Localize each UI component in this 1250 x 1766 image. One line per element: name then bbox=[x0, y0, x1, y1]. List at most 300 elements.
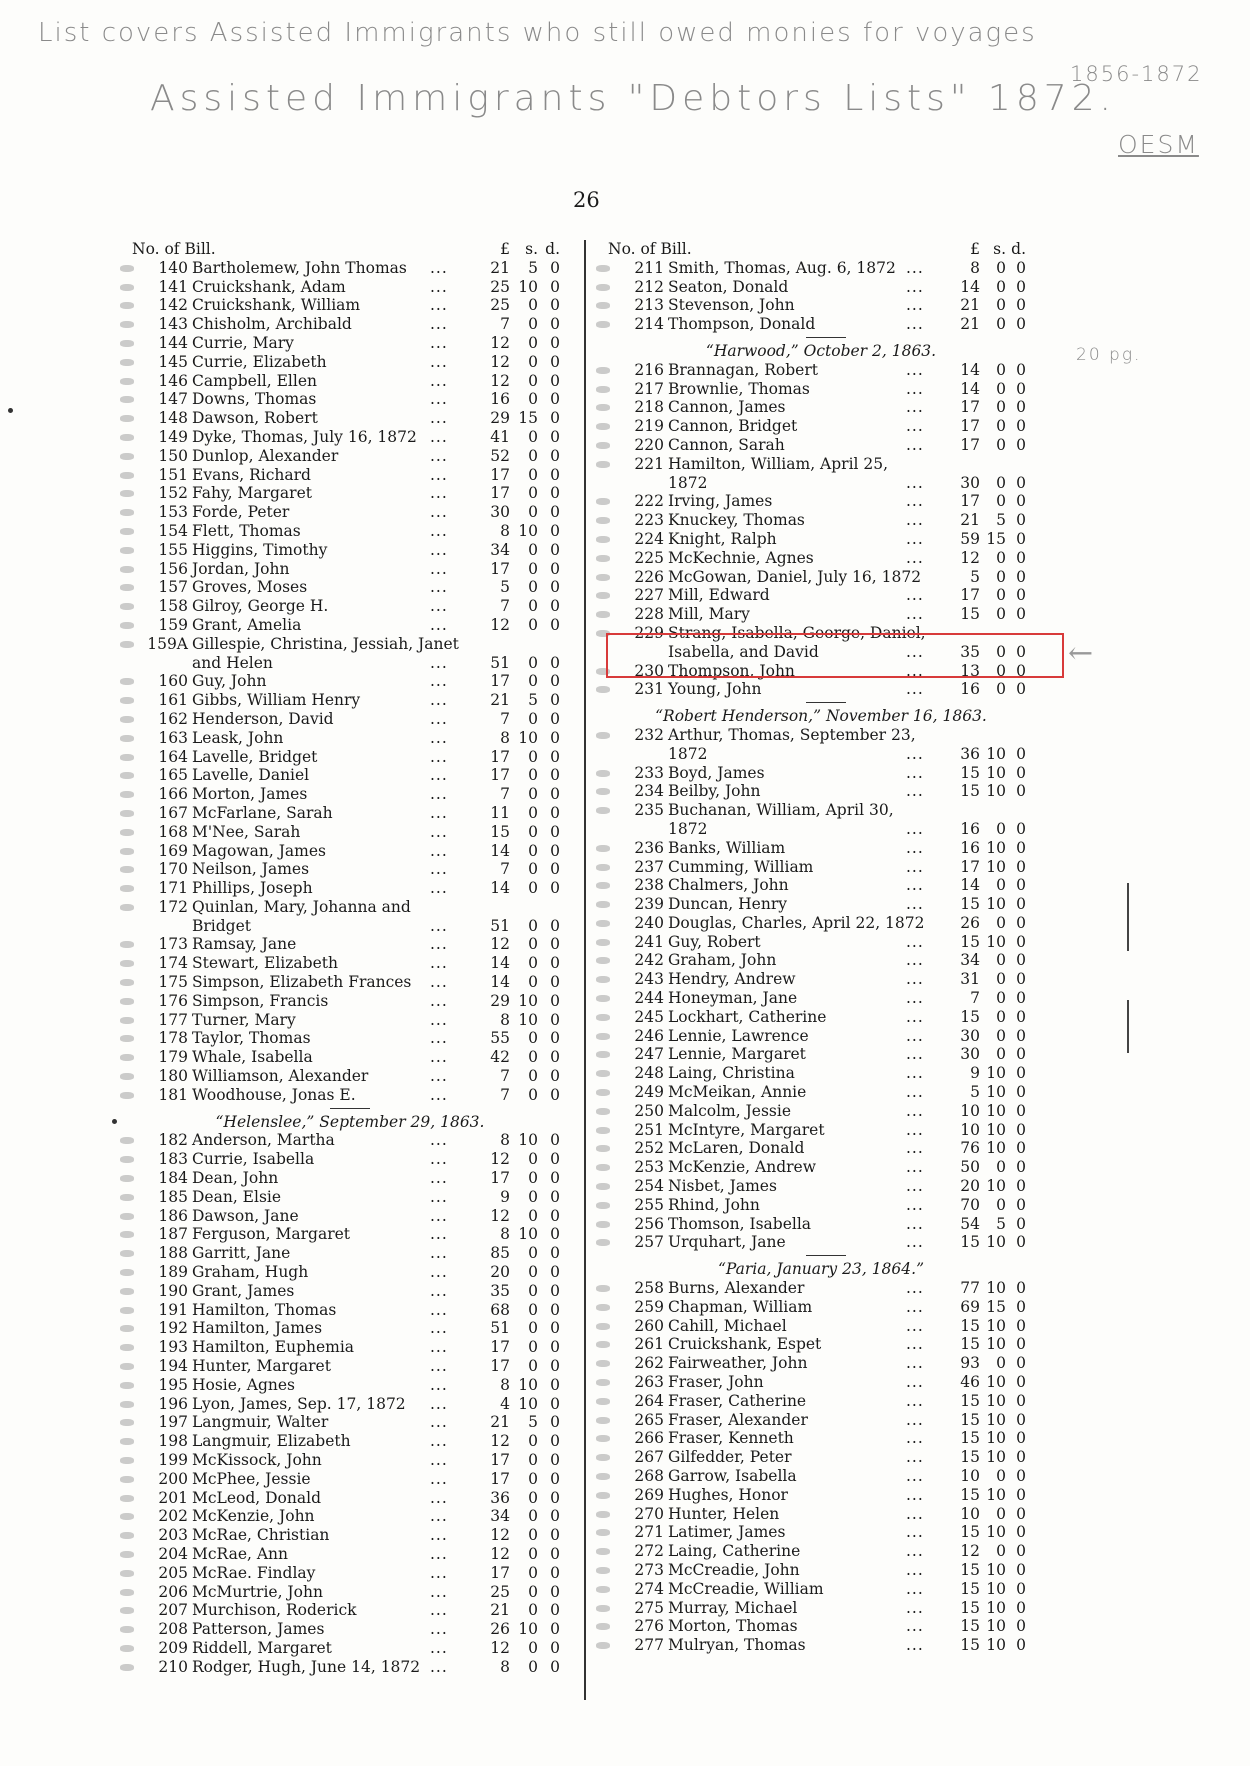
shillings-header: s. bbox=[525, 240, 538, 258]
table-row bbox=[606, 1411, 1036, 1430]
bill-number: 152 bbox=[158, 484, 188, 503]
ink-smudge bbox=[596, 1183, 610, 1190]
pounds-value: 50 bbox=[960, 1158, 980, 1177]
debtor-name: Taylor, Thomas bbox=[192, 1029, 311, 1048]
debtor-name: Hunter, Helen bbox=[668, 1504, 780, 1523]
ink-smudge bbox=[596, 367, 610, 374]
pounds-value: 15 bbox=[960, 782, 980, 801]
debtor-name: Higgins, Timothy bbox=[192, 540, 328, 559]
bill-number: 219 bbox=[634, 417, 664, 436]
bill-number: 243 bbox=[634, 970, 664, 989]
pounds-value: 41 bbox=[490, 427, 510, 446]
bill-number: 150 bbox=[158, 446, 188, 465]
bill-number: 198 bbox=[158, 1432, 188, 1451]
shillings-value: 0 bbox=[528, 578, 538, 597]
ink-smudge bbox=[120, 1645, 134, 1652]
pounds-value: 15 bbox=[960, 763, 980, 782]
bill-number: 206 bbox=[158, 1582, 188, 1601]
bill-number: 260 bbox=[634, 1316, 664, 1335]
pence-value: 0 bbox=[1016, 398, 1026, 417]
pence-value: 0 bbox=[550, 860, 560, 879]
ink-smudge bbox=[596, 1511, 610, 1518]
ink-smudge bbox=[596, 1145, 610, 1152]
leader-dots: ... bbox=[906, 605, 924, 624]
bill-number: 163 bbox=[158, 728, 188, 747]
table-row bbox=[130, 315, 570, 334]
pence-value: 0 bbox=[1016, 1064, 1026, 1083]
ink-smudge bbox=[596, 321, 610, 328]
leader-dots: ... bbox=[430, 1169, 448, 1188]
table-row bbox=[130, 1188, 570, 1207]
ink-smudge bbox=[596, 770, 610, 777]
pence-header: d. bbox=[1011, 240, 1026, 258]
pounds-value: 15 bbox=[960, 1410, 980, 1429]
pounds-value: 17 bbox=[960, 417, 980, 436]
table-row bbox=[130, 898, 570, 917]
pence-value: 0 bbox=[1016, 511, 1026, 530]
debtor-name: Cannon, Sarah bbox=[668, 435, 785, 454]
debtor-name: Laing, Christina bbox=[668, 1064, 795, 1083]
shillings-value: 10 bbox=[986, 1101, 1006, 1120]
shillings-value: 10 bbox=[518, 521, 538, 540]
table-row bbox=[606, 895, 1036, 914]
debtor-name: Latimer, James bbox=[668, 1523, 786, 1542]
bill-number: 233 bbox=[634, 763, 664, 782]
pence-value: 0 bbox=[550, 333, 560, 352]
bill-number: 210 bbox=[158, 1657, 188, 1676]
pence-value: 0 bbox=[1016, 1410, 1026, 1429]
pence-value: 0 bbox=[1016, 819, 1026, 838]
bill-number: 262 bbox=[634, 1354, 664, 1373]
shillings-value: 0 bbox=[528, 1357, 538, 1376]
table-row bbox=[130, 1376, 570, 1395]
pence-value: 0 bbox=[550, 1507, 560, 1526]
bill-number: 275 bbox=[634, 1598, 664, 1617]
ink-smudge bbox=[596, 1529, 610, 1536]
leader-dots: ... bbox=[430, 709, 448, 728]
bill-number: 229 bbox=[634, 623, 664, 642]
pence-value: 0 bbox=[550, 615, 560, 634]
leader-dots: ... bbox=[430, 296, 448, 315]
table-row bbox=[130, 1207, 570, 1226]
pence-value: 0 bbox=[1016, 605, 1026, 624]
bill-number: 232 bbox=[634, 725, 664, 744]
shillings-value: 0 bbox=[528, 1263, 538, 1282]
pence-value: 0 bbox=[1016, 529, 1026, 548]
shillings-value: 0 bbox=[528, 785, 538, 804]
leader-dots: ... bbox=[430, 1469, 448, 1488]
pounds-value: 15 bbox=[960, 1560, 980, 1579]
bill-number: 185 bbox=[158, 1187, 188, 1206]
pence-value: 0 bbox=[1016, 1026, 1026, 1045]
debtor-name: Douglas, Charles, April 22, 1872 bbox=[668, 913, 925, 932]
pence-value: 0 bbox=[550, 785, 560, 804]
pounds-value: 17 bbox=[490, 484, 510, 503]
pence-value: 0 bbox=[550, 1263, 560, 1282]
bill-number: 256 bbox=[634, 1214, 664, 1233]
debtor-name: McMurtrie, John bbox=[192, 1582, 323, 1601]
ink-smudge bbox=[120, 1269, 134, 1276]
debtor-name: Chapman, William bbox=[668, 1297, 813, 1316]
pence-value: 0 bbox=[550, 1413, 560, 1432]
table-row bbox=[606, 1027, 1036, 1046]
table-row bbox=[606, 398, 1036, 417]
debtor-name: Fraser, Catherine bbox=[668, 1391, 807, 1410]
ship-name: “Harwood,” bbox=[705, 341, 799, 360]
leader-dots: ... bbox=[906, 1045, 924, 1064]
leader-dots: ... bbox=[430, 1394, 448, 1413]
shillings-value: 10 bbox=[986, 1083, 1006, 1102]
pounds-value: 21 bbox=[960, 315, 980, 334]
debtor-name: Currie, Mary bbox=[192, 333, 294, 352]
ink-smudge bbox=[596, 302, 610, 309]
table-row bbox=[130, 1067, 570, 1086]
shillings-value: 10 bbox=[986, 1139, 1006, 1158]
pounds-value: 17 bbox=[490, 1169, 510, 1188]
bill-number: 169 bbox=[158, 841, 188, 860]
pounds-value: 12 bbox=[490, 1638, 510, 1657]
debtor-name: Currie, Isabella bbox=[192, 1150, 315, 1169]
pounds-value: 9 bbox=[500, 1187, 510, 1206]
leader-dots: ... bbox=[430, 521, 448, 540]
pounds-value: 12 bbox=[490, 1150, 510, 1169]
table-row bbox=[130, 1432, 570, 1451]
pounds-value: 70 bbox=[960, 1195, 980, 1214]
shillings-value: 0 bbox=[528, 973, 538, 992]
pence-value: 0 bbox=[550, 879, 560, 898]
shillings-value: 0 bbox=[996, 913, 1006, 932]
table-row bbox=[606, 782, 1036, 801]
table-row bbox=[606, 278, 1036, 297]
shillings-value: 0 bbox=[528, 1563, 538, 1582]
shillings-value: 10 bbox=[518, 277, 538, 296]
debtor-name: Knuckey, Thomas bbox=[668, 511, 805, 530]
bill-number: 220 bbox=[634, 435, 664, 454]
ink-smudge bbox=[120, 490, 134, 497]
debtor-name: Fairweather, John bbox=[668, 1354, 808, 1373]
table-row bbox=[606, 1317, 1036, 1336]
leader-dots: ... bbox=[906, 1195, 924, 1214]
bill-number: 184 bbox=[158, 1169, 188, 1188]
pounds-value: 36 bbox=[490, 1488, 510, 1507]
table-row bbox=[606, 1335, 1036, 1354]
ink-smudge bbox=[596, 574, 610, 581]
pence-value: 0 bbox=[1016, 1101, 1026, 1120]
table-row bbox=[606, 951, 1036, 970]
bill-number: 166 bbox=[158, 785, 188, 804]
ink-smudge bbox=[120, 1476, 134, 1483]
debtor-name: Dunlop, Alexander bbox=[192, 446, 339, 465]
shillings-value: 0 bbox=[996, 1467, 1006, 1485]
debtor-name: Knight, Ralph bbox=[668, 529, 777, 548]
pence-value: 0 bbox=[550, 1526, 560, 1545]
leader-dots: ... bbox=[430, 935, 448, 954]
ink-smudge bbox=[596, 1108, 610, 1115]
debtor-name: Turner, Mary bbox=[192, 1010, 296, 1029]
leader-dots: ... bbox=[430, 503, 448, 522]
pence-value: 0 bbox=[1016, 876, 1026, 895]
table-row bbox=[130, 353, 570, 372]
ink-smudge bbox=[596, 788, 610, 795]
leader-dots: ... bbox=[430, 1206, 448, 1225]
bill-number: 249 bbox=[634, 1083, 664, 1102]
shillings-value: 0 bbox=[996, 680, 1006, 699]
shillings-value: 0 bbox=[996, 1158, 1006, 1177]
ink-smudge bbox=[596, 1492, 610, 1499]
bill-number: 148 bbox=[158, 409, 188, 428]
pounds-value: 29 bbox=[490, 991, 510, 1010]
leader-dots: ... bbox=[906, 970, 924, 989]
pounds-value: 9 bbox=[970, 1064, 980, 1083]
pence-value: 0 bbox=[1016, 1636, 1026, 1655]
shillings-value: 10 bbox=[986, 1485, 1006, 1504]
ink-smudge bbox=[120, 1092, 134, 1099]
ink-smudge bbox=[120, 1495, 134, 1502]
leader-dots: ... bbox=[430, 1225, 448, 1244]
pence-value: 0 bbox=[1016, 1598, 1026, 1617]
pence-value: 0 bbox=[550, 1338, 560, 1357]
table-row bbox=[606, 474, 1036, 493]
ink-smudge bbox=[596, 807, 610, 814]
bill-number: 175 bbox=[158, 973, 188, 992]
pounds-value: 15 bbox=[960, 1617, 980, 1636]
pounds-value: 12 bbox=[490, 1544, 510, 1563]
table-row bbox=[606, 1215, 1036, 1234]
ink-smudge bbox=[120, 472, 134, 479]
debtor-name: Morton, James bbox=[192, 785, 308, 804]
bill-number: 251 bbox=[634, 1120, 664, 1139]
pence-value: 0 bbox=[1016, 1233, 1026, 1252]
table-row bbox=[606, 1139, 1036, 1158]
pounds-value: 8 bbox=[500, 1657, 510, 1676]
leader-dots: ... bbox=[906, 1007, 924, 1026]
shillings-value: 10 bbox=[518, 1394, 538, 1413]
table-row bbox=[130, 597, 570, 616]
shillings-header: s. bbox=[993, 240, 1006, 258]
shillings-value: 0 bbox=[528, 935, 538, 954]
bill-number: 146 bbox=[158, 371, 188, 390]
bill-number: 222 bbox=[634, 492, 664, 511]
shillings-value: 0 bbox=[528, 879, 538, 898]
ink-smudge bbox=[596, 939, 610, 946]
table-row bbox=[606, 1008, 1036, 1027]
bill-number: 157 bbox=[158, 578, 188, 597]
ink-smudge bbox=[120, 1513, 134, 1520]
pence-value: 0 bbox=[550, 1563, 560, 1582]
table-row bbox=[130, 879, 570, 898]
ink-smudge bbox=[596, 995, 610, 1002]
ink-smudge bbox=[596, 1454, 610, 1461]
shillings-value: 5 bbox=[528, 1413, 538, 1432]
pence-value: 0 bbox=[1016, 1617, 1026, 1636]
pounds-value: 34 bbox=[490, 540, 510, 559]
bill-number: 213 bbox=[634, 296, 664, 315]
pounds-value: 15 bbox=[490, 822, 510, 841]
debtor-name: Nisbet, James bbox=[668, 1177, 777, 1196]
pounds-value: 21 bbox=[490, 691, 510, 710]
ink-smudge bbox=[596, 592, 610, 599]
leader-dots: ... bbox=[430, 653, 448, 672]
debtor-name: Laing, Catherine bbox=[668, 1542, 801, 1561]
ink-smudge bbox=[596, 1548, 610, 1555]
pounds-value: 30 bbox=[960, 1026, 980, 1045]
pounds-value: 21 bbox=[960, 296, 980, 315]
pounds-value: 15 bbox=[960, 1636, 980, 1655]
ship-heading bbox=[130, 1113, 570, 1132]
debtor-name: McMeikan, Annie bbox=[668, 1083, 807, 1102]
leader-dots: ... bbox=[906, 1297, 924, 1316]
pounds-value: 77 bbox=[960, 1279, 980, 1298]
shillings-value: 10 bbox=[986, 1410, 1006, 1429]
leader-dots: ... bbox=[906, 277, 924, 296]
shillings-value: 0 bbox=[996, 258, 1006, 277]
table-row bbox=[130, 1169, 570, 1188]
table-row bbox=[606, 1617, 1036, 1636]
table-row bbox=[606, 680, 1036, 699]
ink-smudge bbox=[120, 1156, 134, 1163]
section-separator bbox=[130, 1105, 570, 1113]
bill-number: 268 bbox=[634, 1467, 664, 1485]
shillings-value: 0 bbox=[528, 766, 538, 785]
shillings-value: 10 bbox=[986, 932, 1006, 951]
table-row bbox=[130, 1470, 570, 1489]
bill-number: 271 bbox=[634, 1523, 664, 1542]
table-row bbox=[130, 1395, 570, 1414]
pounds-value: 17 bbox=[490, 559, 510, 578]
debtor-name: 1872 bbox=[668, 744, 708, 763]
debtor-name: Simpson, Francis bbox=[192, 991, 329, 1010]
leader-dots: ... bbox=[430, 352, 448, 371]
pounds-value: 31 bbox=[960, 970, 980, 989]
leader-dots: ... bbox=[430, 1300, 448, 1319]
ship-name: “Helenslee,” bbox=[215, 1112, 315, 1131]
debtor-name: Hamilton, William, April 25, bbox=[668, 454, 889, 473]
bill-number: 255 bbox=[634, 1195, 664, 1214]
table-row bbox=[130, 259, 570, 278]
pounds-value: 15 bbox=[960, 1448, 980, 1467]
shillings-value: 0 bbox=[996, 605, 1006, 624]
pence-value: 0 bbox=[550, 1432, 560, 1451]
table-row bbox=[130, 1357, 570, 1376]
debtor-name: Chisholm, Archibald bbox=[192, 315, 352, 334]
pence-value: 0 bbox=[1016, 1279, 1026, 1298]
leader-dots: ... bbox=[906, 1177, 924, 1196]
debtor-name: Mulryan, Thomas bbox=[668, 1636, 806, 1655]
pounds-value: 52 bbox=[490, 446, 510, 465]
table-row bbox=[130, 1489, 570, 1508]
shillings-value: 0 bbox=[996, 435, 1006, 454]
pounds-value: 8 bbox=[970, 258, 980, 277]
pence-value: 0 bbox=[1016, 763, 1026, 782]
column-header bbox=[606, 240, 1036, 259]
table-row bbox=[606, 511, 1036, 530]
pounds-value: 8 bbox=[500, 1375, 510, 1394]
pounds-value: 15 bbox=[960, 895, 980, 914]
table-row bbox=[606, 1279, 1036, 1298]
bill-number: 257 bbox=[634, 1233, 664, 1252]
table-row bbox=[130, 785, 570, 804]
bill-number: 181 bbox=[158, 1085, 188, 1104]
ink-smudge bbox=[120, 754, 134, 761]
table-row bbox=[130, 409, 570, 428]
pence-value: 0 bbox=[1016, 782, 1026, 801]
table-row bbox=[606, 1083, 1036, 1102]
leader-dots: ... bbox=[906, 661, 924, 680]
leader-dots: ... bbox=[906, 492, 924, 511]
bill-number: 154 bbox=[158, 521, 188, 540]
bill-number: 194 bbox=[158, 1357, 188, 1376]
debtor-name: Strang, Isabella, George, Daniel, bbox=[668, 623, 926, 642]
pounds-value: 34 bbox=[960, 951, 980, 970]
ink-smudge bbox=[596, 1164, 610, 1171]
leader-dots: ... bbox=[430, 916, 448, 935]
ink-smudge bbox=[120, 885, 134, 892]
pounds-value: 12 bbox=[490, 935, 510, 954]
bill-number: 230 bbox=[634, 661, 664, 680]
ink-smudge bbox=[120, 1054, 134, 1061]
pounds-value: 25 bbox=[490, 1582, 510, 1601]
debtor-name: Rhind, John bbox=[668, 1195, 760, 1214]
pence-value: 0 bbox=[550, 747, 560, 766]
ink-smudge bbox=[596, 1417, 610, 1424]
bill-number: 235 bbox=[634, 801, 664, 820]
table-row bbox=[130, 860, 570, 879]
ink-smudge bbox=[120, 1626, 134, 1633]
ship-date: January 23, 1864.” bbox=[776, 1260, 924, 1279]
leader-dots: ... bbox=[430, 1413, 448, 1432]
shillings-value: 10 bbox=[986, 1233, 1006, 1252]
table-row bbox=[606, 1177, 1036, 1196]
table-row bbox=[130, 1639, 570, 1658]
leader-dots: ... bbox=[906, 1064, 924, 1083]
debtor-name: Grant, Amelia bbox=[192, 615, 302, 634]
leader-dots: ... bbox=[906, 876, 924, 895]
bill-number: 277 bbox=[634, 1636, 664, 1655]
bill-number: 241 bbox=[634, 932, 664, 951]
debtor-name: Fahy, Margaret bbox=[192, 484, 312, 503]
shillings-value: 10 bbox=[986, 1617, 1006, 1636]
bill-number: 269 bbox=[634, 1485, 664, 1504]
table-row bbox=[130, 710, 570, 729]
shillings-value: 0 bbox=[528, 841, 538, 860]
pounds-value: 15 bbox=[960, 1391, 980, 1410]
debtor-name: Thompson, Donald bbox=[668, 315, 816, 334]
ink-smudge bbox=[120, 1288, 134, 1295]
shillings-value: 0 bbox=[996, 586, 1006, 605]
debtor-name: Guy, John bbox=[192, 672, 267, 691]
shillings-value: 0 bbox=[528, 559, 538, 578]
bill-number: 223 bbox=[634, 511, 664, 530]
ship-name: “Paria, bbox=[717, 1260, 772, 1279]
table-row bbox=[130, 296, 570, 315]
debtor-name: Dawson, Jane bbox=[192, 1206, 299, 1225]
shillings-value: 0 bbox=[528, 1244, 538, 1263]
leader-dots: ... bbox=[430, 484, 448, 503]
bill-number: 171 bbox=[158, 879, 188, 898]
shillings-value: 10 bbox=[518, 1620, 538, 1639]
debtor-name: Mill, Edward bbox=[668, 586, 770, 605]
table-row bbox=[130, 1029, 570, 1048]
pence-value: 0 bbox=[550, 409, 560, 428]
leader-dots: ... bbox=[906, 1158, 924, 1177]
table-row bbox=[606, 745, 1036, 764]
bill-number: 168 bbox=[158, 822, 188, 841]
shillings-value: 0 bbox=[996, 315, 1006, 334]
leader-dots: ... bbox=[906, 548, 924, 567]
pounds-value: 7 bbox=[500, 1085, 510, 1104]
table-row bbox=[606, 492, 1036, 511]
ink-smudge bbox=[120, 566, 134, 573]
